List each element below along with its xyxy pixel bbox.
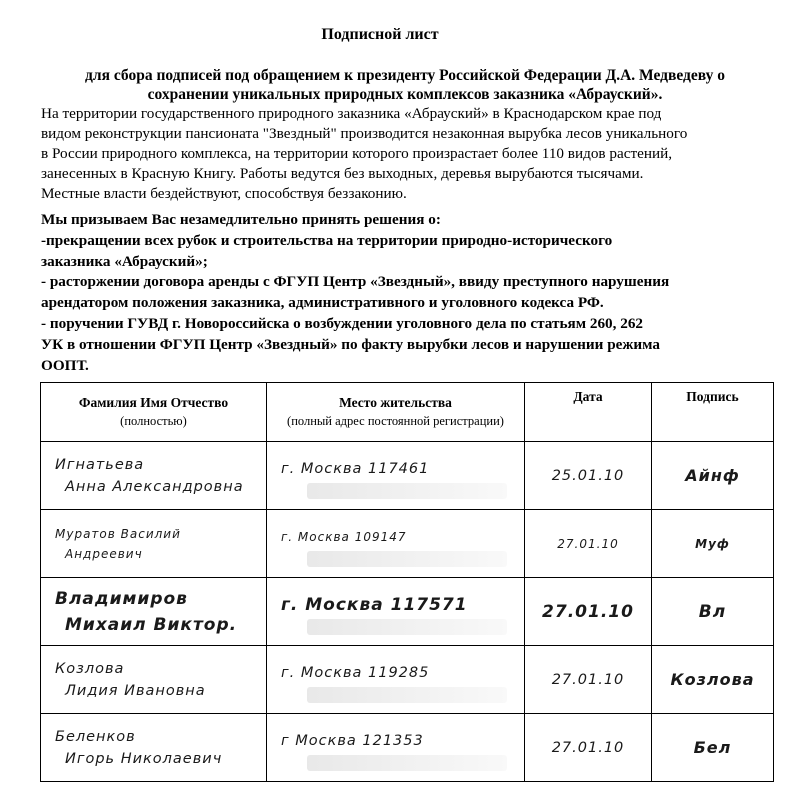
- address-text: г. Москва 117571: [281, 594, 468, 615]
- signature-table: [40, 382, 774, 782]
- cell-address: [267, 578, 525, 646]
- table-row: [41, 646, 774, 714]
- document-subtitle: [40, 66, 770, 104]
- cell-name: [41, 714, 267, 782]
- signature-mark: Вл: [698, 601, 727, 622]
- intro-line: На территории государственного природного заказника «Абрауский» в Краснодарском крае под: [41, 105, 662, 122]
- cell-signature: [652, 442, 774, 510]
- cell-signature: [652, 510, 774, 578]
- cell-date: [525, 442, 652, 510]
- address-text: г. Москва 119285: [281, 664, 430, 681]
- signature-mark: Муф: [695, 536, 730, 551]
- name-line-2: Анна Александровна: [65, 478, 244, 495]
- header-address: [267, 383, 525, 442]
- name-line-1: Игнатьева: [55, 456, 145, 473]
- header-address-sub: (полный адрес постоянной регистрации): [287, 414, 504, 428]
- table-row: [41, 510, 774, 578]
- name-line-2: Лидия Ивановна: [65, 682, 206, 699]
- name-line-2: Игорь Николаевич: [65, 750, 223, 767]
- table-row: [41, 442, 774, 510]
- header-date: Дата: [525, 383, 652, 442]
- name-line-1: Муратов Василий: [55, 526, 181, 541]
- cell-date: [525, 578, 652, 646]
- subtitle-line: сохранении уникальных природных комплексов заказника «Абрауский».: [147, 86, 663, 103]
- date-text: 27.01.10: [542, 601, 634, 622]
- date-text: 27.01.10: [551, 739, 625, 756]
- name-line-2: Михаил Виктор.: [65, 614, 238, 635]
- name-line-1: Владимиров: [55, 588, 188, 609]
- demand-line: арендатором положения заказника, административного и уголовного кодекса РФ.: [41, 294, 604, 312]
- cell-date: [525, 714, 652, 782]
- intro-line: в России природного комплекса, на территории которого произрастает более 110 видов растений,: [41, 145, 673, 162]
- cell-signature: [652, 578, 774, 646]
- demand-line: УК в отношении ФГУП Центр «Звездный» по факту вырубки лесов и нарушении режима: [41, 335, 661, 353]
- cell-name: [41, 442, 267, 510]
- intro-line: занесенных в Красную Книгу. Работы ведутся без выходных, деревья вырубаются тысячами.: [41, 165, 644, 182]
- cell-address: [267, 646, 525, 714]
- redacted-area: [307, 551, 507, 567]
- name-line-2: Андреевич: [65, 546, 143, 561]
- date-text: 25.01.10: [551, 467, 625, 484]
- name-line-1: Козлова: [55, 660, 125, 677]
- demand-line: - расторжении договора аренды с ФГУП Центр «Звездный», ввиду преступного нарушения: [41, 273, 670, 291]
- demand-line: Мы призываем Вас незамедлительно принять решения о:: [41, 211, 441, 228]
- signature-mark: Козлова: [670, 670, 755, 689]
- redacted-area: [307, 755, 507, 771]
- signature-mark: Бел: [693, 738, 732, 757]
- address-text: г Москва 121353: [281, 732, 424, 749]
- cell-date: [525, 510, 652, 578]
- name-line-1: Беленков: [55, 728, 136, 745]
- address-text: г. Москва 117461: [281, 460, 430, 477]
- subtitle-line: для сбора подписей под обращением к президенту Российской Федерации Д.А. Медведеву о: [85, 67, 725, 84]
- header-signature: Подпись: [652, 383, 774, 442]
- intro-paragraph: [41, 104, 786, 204]
- redacted-area: [307, 687, 507, 703]
- intro-line: Местные власти бездействуют, способствуя беззаконию.: [41, 185, 407, 202]
- table-header-row: [41, 383, 774, 442]
- cell-signature: [652, 646, 774, 714]
- cell-date: [525, 646, 652, 714]
- cell-name: [41, 578, 267, 646]
- demand-line: ООПТ.: [41, 356, 89, 374]
- signature-mark: Айнф: [685, 466, 740, 485]
- demand-line: заказника «Абрауский»;: [41, 252, 208, 270]
- cell-name: [41, 510, 267, 578]
- table-row: [41, 714, 774, 782]
- cell-address: [267, 510, 525, 578]
- demand-line: - поручении ГУВД г. Новороссийска о возбуждении уголовного дела по статьям 260, 262: [41, 314, 644, 332]
- date-text: 27.01.10: [551, 671, 625, 688]
- redacted-area: [307, 483, 507, 499]
- demands-list: [41, 210, 786, 376]
- cell-address: [267, 714, 525, 782]
- header-name-sub: (полностью): [120, 414, 187, 428]
- header-name-label: Фамилия Имя Отчество: [78, 395, 229, 410]
- cell-address: [267, 442, 525, 510]
- header-name: [41, 383, 267, 442]
- redacted-area: [307, 619, 507, 635]
- address-text: г. Москва 109147: [281, 529, 407, 544]
- header-address-label: Место жительства: [339, 395, 452, 410]
- intro-line: видом реконструкции пансионата "Звездный" производится незаконная вырубка лесов уникального: [41, 125, 688, 142]
- cell-signature: [652, 714, 774, 782]
- cell-name: [41, 646, 267, 714]
- table-row: [41, 578, 774, 646]
- demand-line: -прекращении всех рубок и строительства на территории природно-исторического: [41, 231, 613, 249]
- date-text: 27.01.10: [557, 536, 619, 551]
- document-title: Подписной лист: [321, 26, 439, 43]
